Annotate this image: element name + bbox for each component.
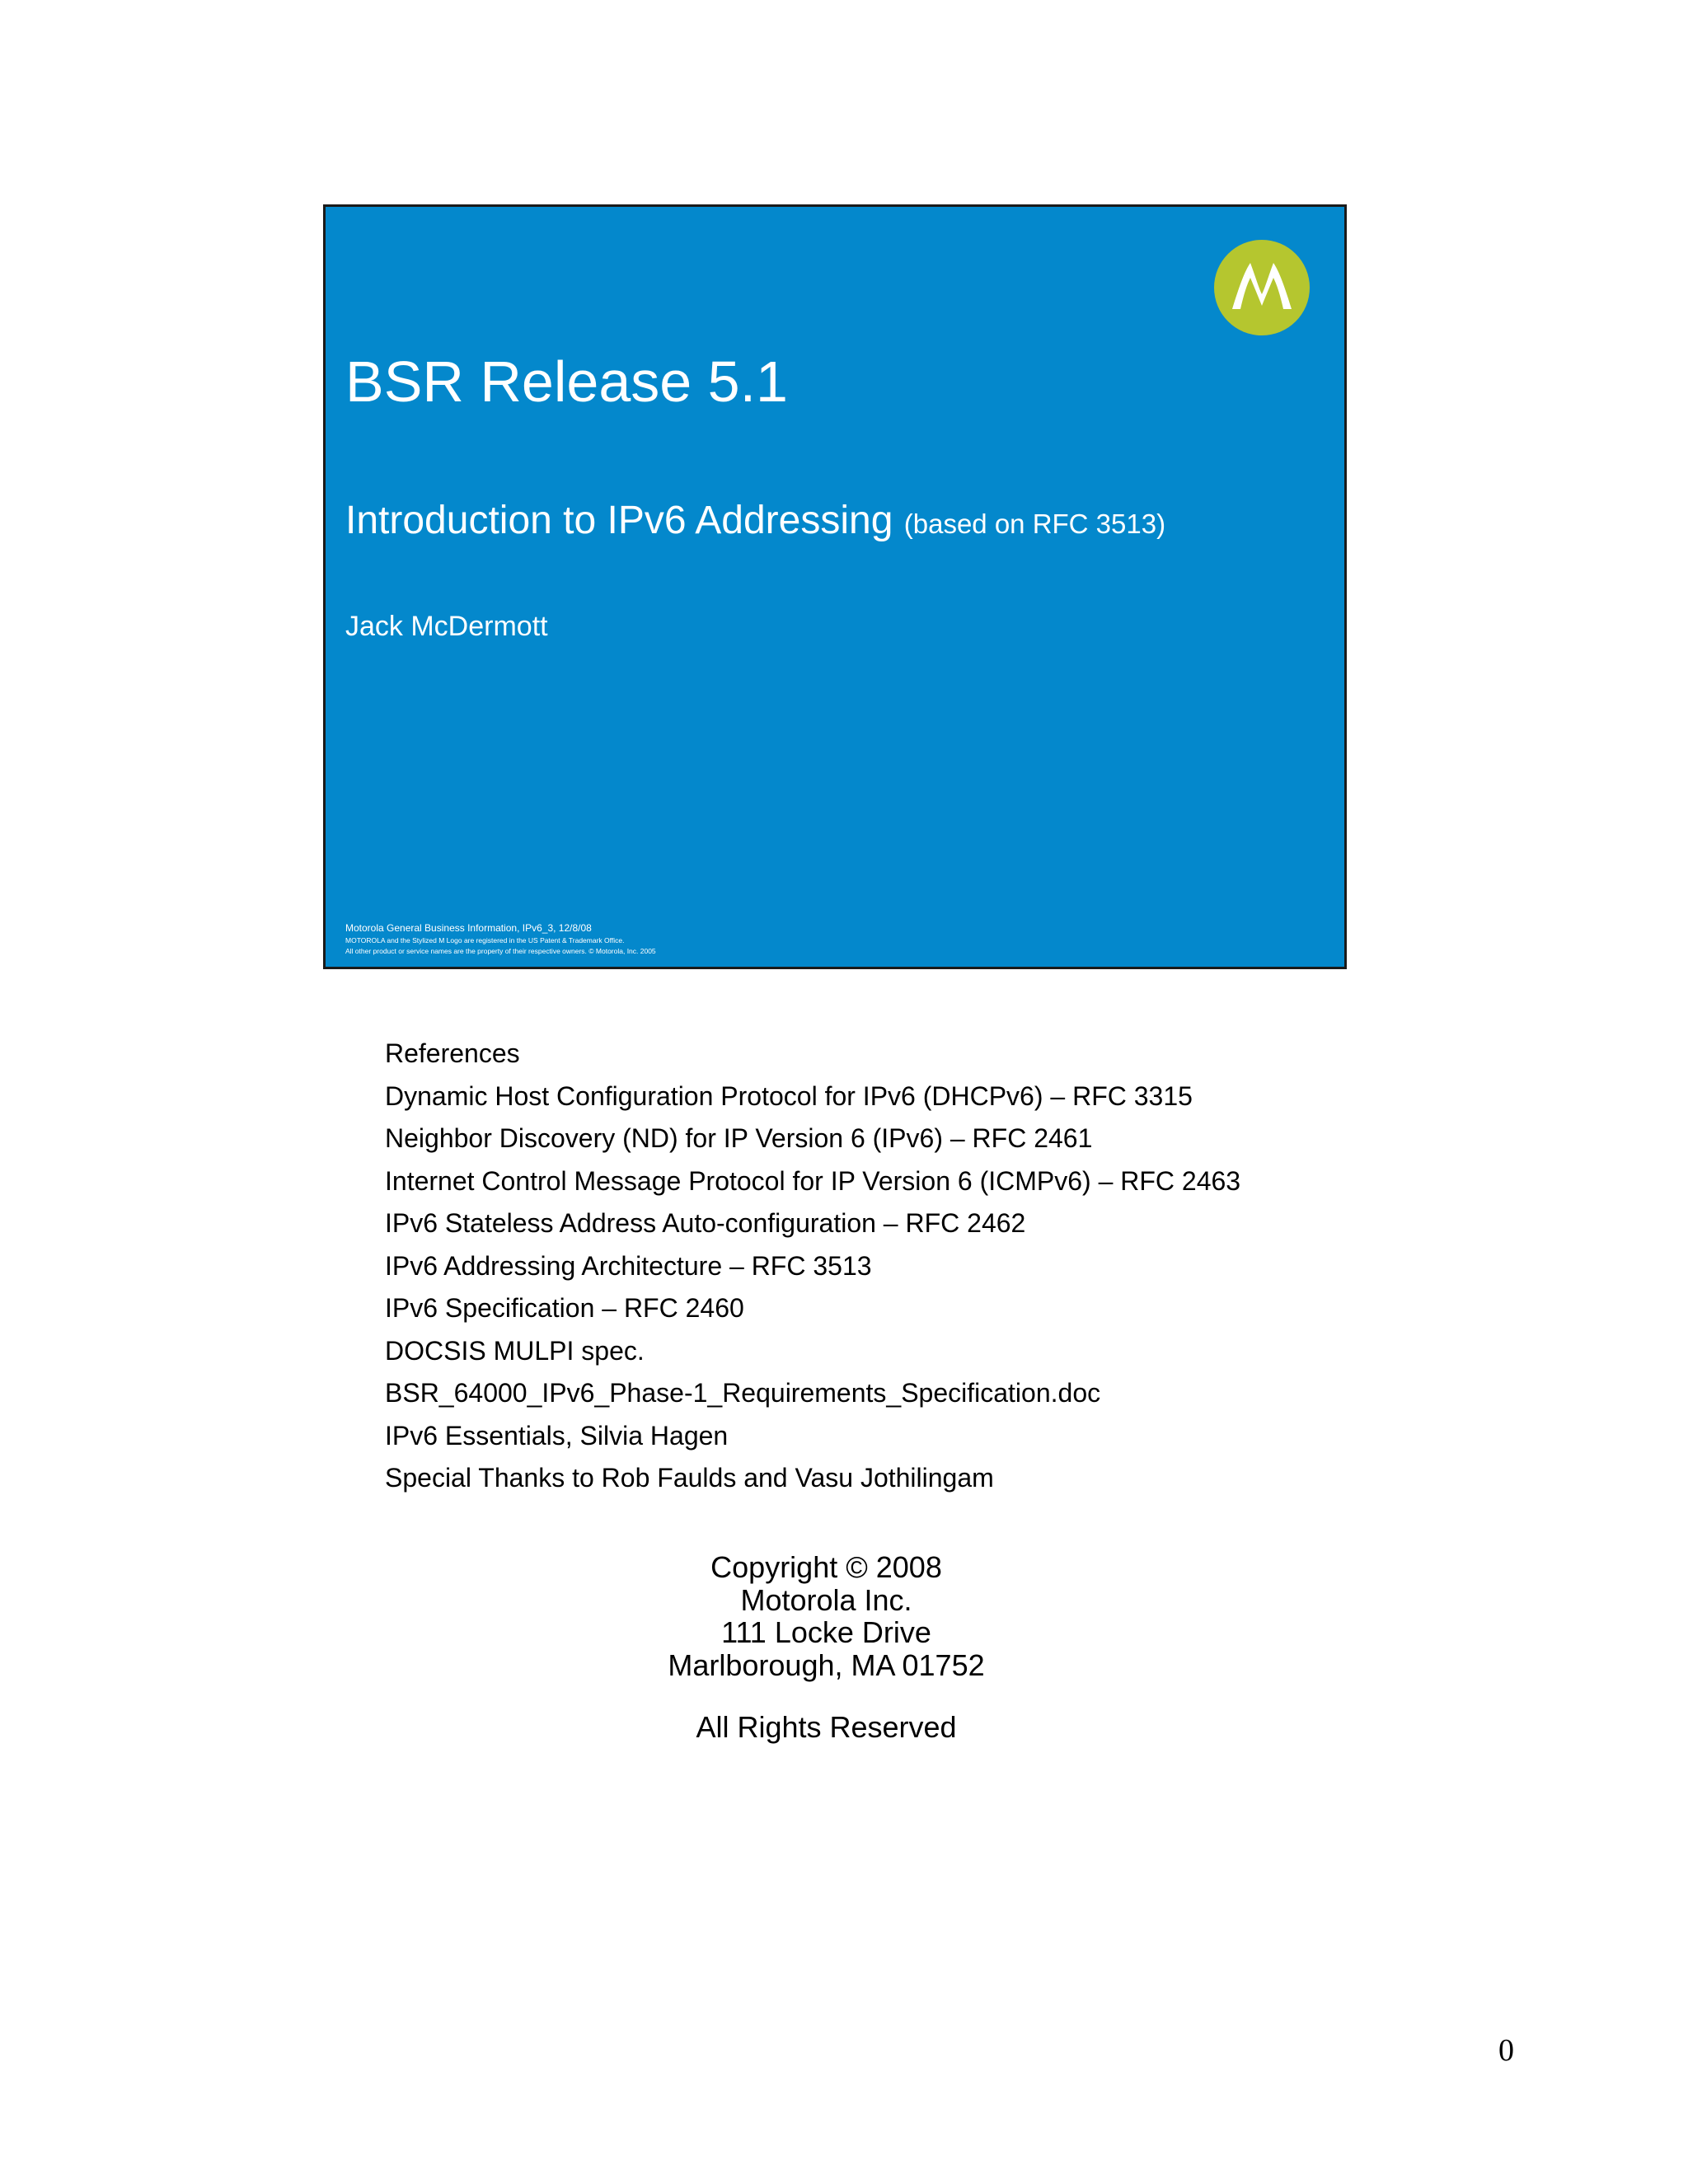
reference-item: Internet Control Message Protocol for IP Version 6 (ICMPv6) – RFC 2463 — [385, 1165, 1241, 1196]
references-list — [385, 1033, 1240, 1500]
reference-item: Dynamic Host Configuration Protocol for IPv6 (DHCPv6) – RFC 3315 — [385, 1080, 1193, 1111]
slide-footer — [345, 921, 656, 957]
company-name: Motorola Inc. — [740, 1582, 912, 1617]
subtitle-note: (based on RFC 3513) — [903, 509, 1166, 539]
copyright-block — [0, 1551, 1653, 1681]
reference-item: IPv6 Addressing Architecture – RFC 3513 — [385, 1250, 872, 1281]
references-heading: References — [385, 1038, 520, 1068]
title-slide — [323, 204, 1347, 969]
page-number: 0 — [1498, 2033, 1514, 2068]
slide-subtitle — [345, 498, 1165, 543]
footer-line-1: Motorola General Business Information, IPv6_3, 12/8/08 — [345, 922, 592, 934]
reference-item: IPv6 Essentials, Silvia Hagen — [385, 1420, 729, 1451]
street-address: 111 Locke Drive — [721, 1615, 931, 1649]
copyright-line: Copyright © 2008 — [710, 1550, 942, 1584]
motorola-logo-icon — [1214, 240, 1310, 335]
reference-item: Neighbor Discovery (ND) for IP Version 6 (IPv6) – RFC 2461 — [385, 1123, 1093, 1153]
footer-line-3: All other product or service names are the property of their respective owners. © Motorola, Inc. 2005 — [345, 947, 656, 955]
city-state-zip: Marlborough, MA 01752 — [668, 1647, 985, 1682]
subtitle-main: Introduction to IPv6 Addressing — [345, 499, 893, 542]
reference-item: DOCSIS MULPI spec. — [385, 1335, 645, 1366]
reference-item: Special Thanks to Rob Faulds and Vasu Jothilingam — [385, 1463, 994, 1493]
reference-item: IPv6 Stateless Address Auto-configuration – RFC 2462 — [385, 1208, 1026, 1238]
slide-title: BSR Release 5.1 — [345, 349, 788, 414]
reference-item: BSR_64000_IPv6_Phase-1_Requirements_Specification.doc — [385, 1378, 1101, 1408]
rights-reserved: All Rights Reserved — [696, 1710, 957, 1744]
slide-author: Jack McDermott — [345, 611, 548, 642]
footer-line-2: MOTOROLA and the Stylized M Logo are registered in the US Patent & Trademark Office. — [345, 936, 625, 944]
reference-item: IPv6 Specification – RFC 2460 — [385, 1293, 744, 1323]
